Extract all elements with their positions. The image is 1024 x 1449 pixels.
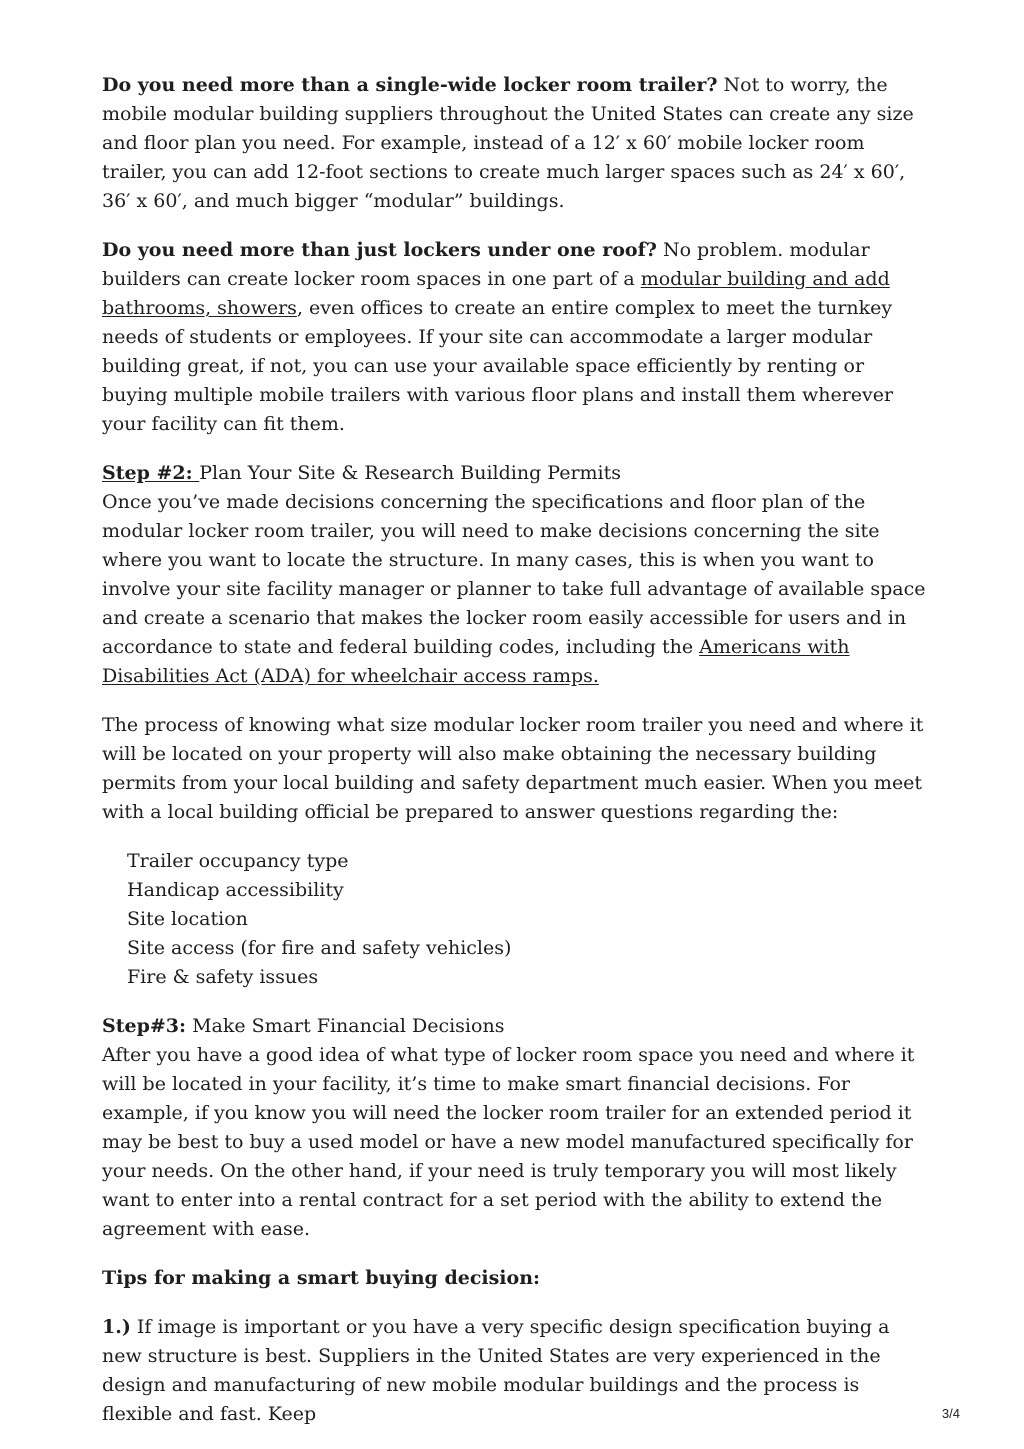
tips-heading: Tips for making a smart buying decision: (102, 1267, 541, 1289)
page-number: 3/4 (941, 1406, 960, 1421)
tip-item-1 (102, 1313, 932, 1429)
tip-number: 1.) (102, 1316, 131, 1338)
list-item: Site access (for fire and safety vehicles) (127, 937, 512, 959)
paragraph-text: , even offices to create an entire complex to meet the turnkey needs of students or employees. If your site can accommodate a larger modular building great, if not, you can use your available space efficiently by renting or buying multiple mobile trailers with various floor plans and install them wherever your facility can fit them. (102, 297, 894, 435)
paragraph-single-wide (102, 71, 932, 216)
step3-title: Make Smart Financial Decisions (186, 1015, 505, 1037)
step2-paragraph-2: The process of knowing what size modular locker room trailer you need and where it will be located on your property will also make obtaining the necessary building permits from your local building and safety department much easier. When you meet with a local building official be prepared to answer questions regarding the: (102, 714, 924, 823)
ada-ramps-link[interactable]: Americans with Disabilities Act (ADA) for wheelchair access ramps. (102, 636, 850, 687)
modular-building-link[interactable]: modular building and add bathrooms, showers (102, 268, 890, 319)
list-item: Handicap accessibility (127, 879, 344, 901)
paragraph-text: Once you’ve made decisions concerning the specifications and floor plan of the modular locker room trailer, you will need to make decisions concerning the site where you want to locate the structure. In many cases, this is when you want to involve your site facility manager or planner to take full advantage of available space and create a scenario that makes the locker room easily accessible for users and in accordance to state and federal building codes, including the (102, 491, 926, 658)
list-item: Fire & safety issues (127, 966, 319, 988)
tip-text: If image is important or you have a very specific design specification buying a new structure is best. Suppliers in the United States are very experienced in the design and manufacturing of new mobile modular buildings and the process is flexible and fast. Keep (102, 1316, 890, 1425)
step2-heading (102, 459, 932, 488)
step2-label-link[interactable]: Step #2: (102, 462, 200, 484)
list-item: Trailer occupancy type (127, 850, 349, 872)
step3-heading (102, 1012, 932, 1041)
step2-paragraph-1 (102, 488, 932, 691)
step3-paragraph: After you have a good idea of what type of locker room space you need and where it will be located in your facility, it’s time to make smart financial decisions. For example, if you know you will need the locker room trailer for an extended period it may be best to buy a used model or have a new model manufactured specifically for your needs. On the other hand, if your need is truly temporary you will most likely want to enter into a rental contract for a set period with the ability to extend the agreement with ease. (102, 1044, 915, 1240)
paragraph-one-roof (102, 236, 932, 439)
paragraph-text: No problem. modular builders can create locker room spaces in one part of a (102, 239, 870, 290)
permit-questions-list (102, 847, 932, 992)
document-body (102, 71, 932, 1449)
step2-title: Plan Your Site & Research Building Permits (199, 462, 622, 484)
step3-label: Step#3: (102, 1015, 187, 1037)
lead-question-one-roof: Do you need more than just lockers under one roof? (102, 239, 657, 261)
lead-question-single-wide: Do you need more than a single-wide locker room trailer? (102, 74, 718, 96)
list-item: Site location (127, 908, 248, 930)
paragraph-text: Not to worry, the mobile modular building suppliers throughout the United States can create any size and floor plan you need. For example, instead of a 12′ x 60′ mobile locker room trailer, you can add 12-foot sections to create much larger spaces such as 24′ x 60′, 36′ x 60′, and much bigger “modular” buildings. (102, 74, 914, 212)
